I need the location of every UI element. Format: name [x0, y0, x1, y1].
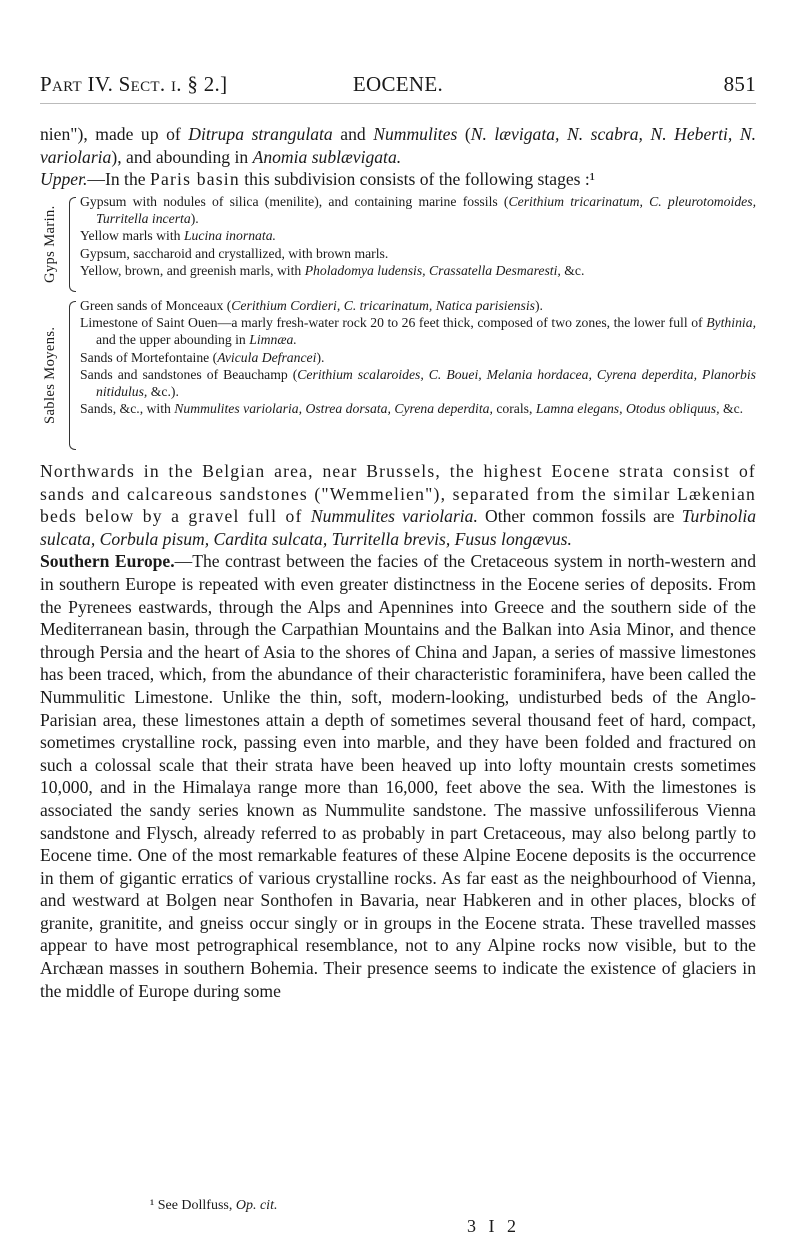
southern-europe-paragraph: Southern Europe.—The contrast between the facies of the Cretaceous system in north-western and in southern Europe is repeated with even greater distinctness in the Eocene series of deposits. From the Pyrenees eastwards, through the Alps and Apennines into Greece and the southern side of the Mediterranean basin, through the Carpathian Mountains and the Balkan into Asia Minor, and thence through Persia and the heart of Asia to the shores of China and Japan, a series of massive limestones has been traced, which, from the abundance of their characteristic foraminifera, have been called the Nummulitic Limestone. Unlike the thin, soft, modern-looking, undisturbed beds of the Anglo-Parisian area, these limestones attain a depth of sometimes several thousand feet of hard, compact, sometimes crystalline rock, passing even into marble, and they have been folded and fractured on such a colossal scale that their strata have been heaved up into lofty mountain crests sometimes 10,000, and in the Himalaya range more than 16,000, feet above the sea. With the limestones is associated the sandy series known as Nummulite sandstone. The massive unfossiliferous Vienna sandstone and Flysch, already referred to as probably in part Cretaceous, may also belong partly to Eocene time. One of the most remarkable features of these Alpine Eocene deposits is the occurrence in them of gigantic erratics of various crystalline rocks. As far east as the neighbourhood of Vienna, and westward at Bolgen near Sonthofen in Bavaria, near Habkeren and in other places, blocks of granite, granitite, and gneiss occur singly or in groups in the Eocene strata. These travelled masses appear to have most petrographical resemblance, not to any Alpine rocks now visible, but to the Archæan masses in southern Bohemia. Their presence seems to indicate the existence of glaciers in the middle of Europe during some — [40, 551, 756, 1001]
running-head-section: Part IV. Sect. i. § 2.] — [40, 72, 228, 96]
header-rule — [40, 103, 756, 104]
running-head-title: EOCENE. — [352, 72, 444, 96]
stage-item: Sands and sandstones of Beauchamp (Cerithium scalaroides, C. Bouei, Melania hordacea, Cyrena deperdita, Planorbis nitidulus, &c.). — [80, 366, 756, 400]
page-number: 851 — [723, 72, 756, 96]
stage-item: Sands, &c., with Nummulites variolaria, Ostrea dorsata, Cyrena deperdita, corals, Lamna elegans, Otodus obliquus, &c. — [80, 401, 744, 417]
stage-item: Gypsum with nodules of silica (menilite), and containing marine fossils (Cerithium tricarinatum, C. pleurotomoides, Turritella incerta). — [80, 194, 756, 227]
running-head — [40, 72, 756, 102]
stage-item: Yellow, brown, and greenish marls, with Pholadomya ludensis, Crassatella Desmaresti, &c. — [80, 262, 585, 278]
intro-paragraph: nien"), made up of Ditrupa strangulata and Nummulites (N. lævigata, N. scabra, N. Heberti, N. variolaria), and abounding in Anomia sublævigata. Upper.—In the Paris basin this subdivision consists of the following stages :¹ — [40, 124, 756, 190]
gyps-marin-label: Gyps Marin. — [42, 205, 58, 284]
stages-table — [42, 193, 756, 454]
footnote: ¹ See Dollfuss, Op. cit. — [150, 1198, 278, 1213]
gyps-marin-group — [42, 193, 756, 296]
upper-heading: Upper. — [40, 169, 88, 190]
sables-moyens-label: Sables Moyens. — [42, 326, 58, 425]
book-page — [40, 0, 756, 1243]
sables-moyens-group — [42, 297, 756, 454]
stage-item: Gypsum, saccharoid and crystallized, with brown marls. — [80, 245, 389, 261]
sables-bracket — [69, 301, 76, 450]
signature-mark: 3 I 2 — [467, 1216, 520, 1236]
stage-item: Limestone of Saint Ouen—a marly fresh-water rock 20 to 26 feet thick, composed of two zones, the lower full of Bythinia, and the upper abounding in Limnæa. — [80, 315, 756, 348]
body-text — [40, 460, 756, 1002]
stage-item: Sands of Mortefontaine (Avicula Defrancei). — [80, 349, 325, 365]
stage-item: Green sands of Monceaux (Cerithium Cordieri, C. tricarinatum, Natica parisiensis). — [80, 298, 543, 313]
stage-item: Yellow marls with Lucina inornata. — [80, 228, 276, 244]
belgian-paragraph: Northwards in the Belgian area, near Brussels, the highest Eocene strata consist of sands and calcareous sandstones ("Wemmelien"), separated from the similar Lækenian beds below by a gravel full of Nummulites variolaria. Other common fossils are Turbinolia sulcata, Corbula pisum, Cardita sulcata, Turritella brevis, Fusus longævus. — [40, 461, 757, 549]
gyps-bracket — [69, 197, 76, 292]
section-heading: Southern Europe. — [40, 551, 175, 572]
